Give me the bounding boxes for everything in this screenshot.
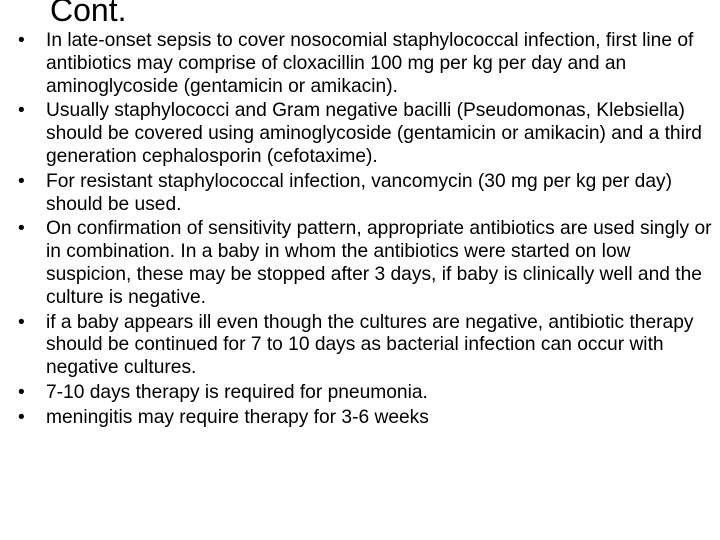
bullet-text: if a baby appears ill even though the cultures are negative, antibiotic therapy should be continued for 7 to 10 days as bacterial infection can occur with negative cultures. (46, 311, 694, 379)
bullet-icon: • (18, 406, 25, 428)
bullet-icon: • (18, 30, 25, 51)
bullet-text: meningitis may require therapy for 3-6 weeks (46, 406, 429, 428)
bullet-icon: • (18, 100, 25, 122)
bullet-text: On confirmation of sensitivity pattern, appropriate antibiotics are used singly or in combination. In a baby in whom the antibiotics were started on low suspicion, these may be stopped after 3 days, if baby is clinically well and the culture is negative. (46, 218, 712, 308)
bullet-text: For resistant staphylococcal infection, vancomycin (30 mg per kg per day) should be used. (46, 170, 673, 215)
bullet-icon: • (18, 381, 25, 403)
slide-title: Cont. (50, 0, 127, 28)
bullet-text: 7-10 days therapy is required for pneumonia. (46, 381, 428, 403)
bullet-item (18, 312, 714, 380)
bullet-item (18, 407, 714, 430)
bullet-text: Usually staphylococci and Gram negative bacilli (Pseudomonas, Klebsiella) should be covered using aminoglycoside (gentamicin or amikacin) and a third generation cephalosporin (cefotaxime). (46, 100, 702, 167)
bullet-icon: • (18, 170, 25, 192)
bullet-item (18, 171, 714, 217)
bullet-text: In late-onset sepsis to cover nosocomial staphylococcal infection, first line of antibiotics may comprise of cloxacillin 100 mg per kg per day and an aminoglycoside (gentamicin or amikacin). (46, 30, 694, 97)
bullet-item (18, 382, 714, 405)
bullet-icon: • (18, 311, 25, 333)
bullet-icon: • (18, 218, 25, 240)
bullet-item (18, 100, 714, 168)
bullet-item (18, 218, 714, 309)
bullet-list (18, 30, 714, 432)
bullet-item (18, 30, 714, 98)
